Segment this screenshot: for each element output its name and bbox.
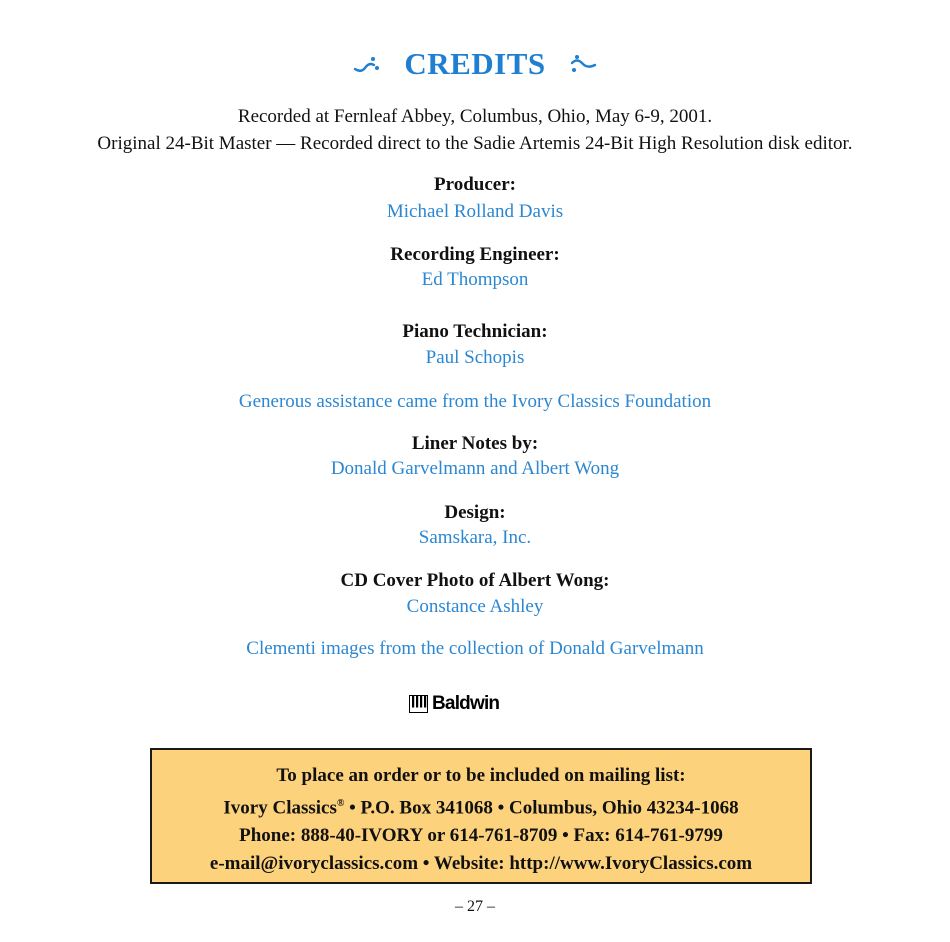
intro-line-2: Original 24-Bit Master — Recorded direct to the Sadie Artemis 24-Bit High Resolution disk editor. (97, 133, 853, 154)
baldwin-logo-text: Baldwin (432, 693, 500, 714)
order-line-1: To place an order or to be included on mailing list: (276, 765, 686, 786)
order-address: • P.O. Box 341068 • Columbus, Ohio 43234-1068 (344, 797, 739, 819)
page-title: CREDITS (404, 46, 546, 81)
technician-label: Piano Technician: (402, 321, 548, 342)
design-value: Samskara, Inc. (418, 527, 532, 548)
heading-row (0, 44, 950, 84)
order-info-box (150, 748, 812, 884)
photo-value: Constance Ashley (406, 596, 544, 617)
design-label: Design: (444, 502, 506, 523)
order-company: Ivory Classics (223, 797, 337, 819)
producer-label: Producer: (434, 174, 516, 195)
engineer-label: Recording Engineer: (390, 244, 560, 265)
order-line-4: e-mail@ivoryclassics.com • Website: http://www.IvoryClassics.com (209, 853, 753, 875)
order-line-2 (152, 790, 810, 822)
ornament-right-icon (568, 53, 598, 75)
engineer-value: Ed Thompson (421, 269, 529, 290)
photo-label: CD Cover Photo of Albert Wong: (340, 570, 610, 591)
page-number: – 27 – (455, 898, 495, 915)
images-note: Clementi images from the collection of Donald Garvelmann (246, 638, 704, 659)
producer-value: Michael Rolland Davis (386, 201, 564, 222)
baldwin-logo (409, 693, 499, 715)
liner-value: Donald Garvelmann and Albert Wong (330, 458, 620, 479)
piano-keys-icon (409, 695, 428, 713)
intro-line-1: Recorded at Fernleaf Abbey, Columbus, Ohio, May 6-9, 2001. (237, 106, 713, 127)
ornament-left-icon (352, 53, 382, 75)
technician-value: Paul Schopis (425, 347, 525, 368)
assistance-note: Generous assistance came from the Ivory Classics Foundation (238, 391, 712, 412)
liner-label: Liner Notes by: (411, 433, 539, 454)
registered-mark: ® (336, 798, 345, 809)
order-line-3: Phone: 888-40-IVORY or 614-761-8709 • Fax: 614-761-9799 (239, 825, 723, 847)
